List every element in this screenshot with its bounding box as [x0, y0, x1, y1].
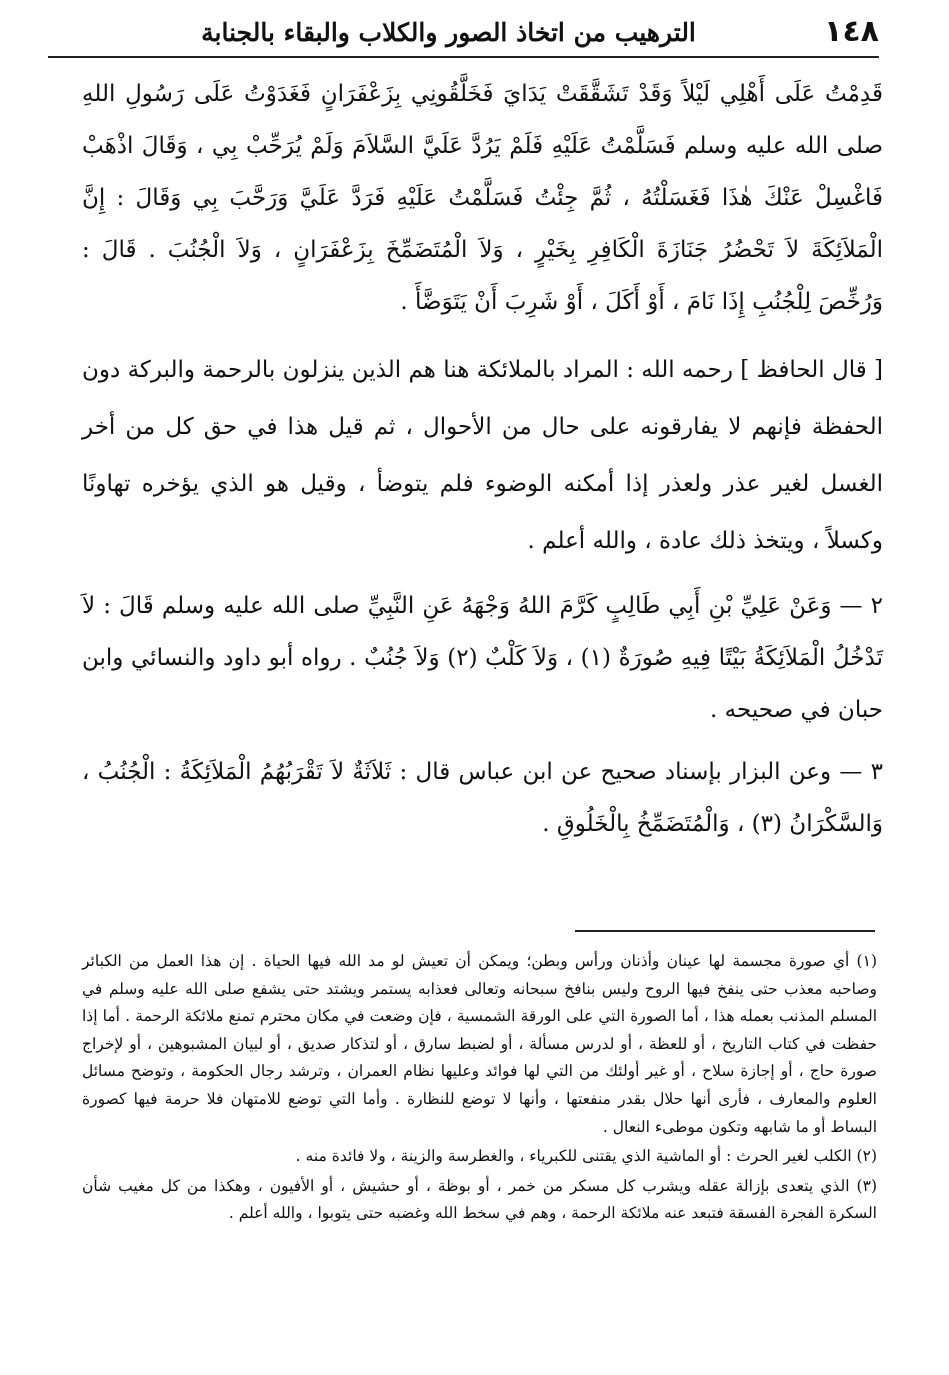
- page-number: ١٤٨: [824, 14, 879, 49]
- main-text: [82, 68, 883, 850]
- hadith-continuation: قَدِمْتُ عَلَى أَهْلِي لَيْلاً وَقَدْ تَشَقَّقَتْ يَدَايَ فَخَلَّقُونِي بِزَعْفَرَانٍ فَغَدَوْتُ عَلَى رَسُولِ اللهِ صلى الله عليه وسلم فَسَلَّمْتُ عَلَيْهِ فَلَمْ يَرُدَّ عَلَيَّ السَّلاَمَ وَلَمْ يُرَحِّبْ بِي ، وَقَالَ اذْهَبْ فَاغْسِلْ عَنْكَ هٰذَا فَغَسَلْتُهُ ، ثُمَّ جِئْتُ فَسَلَّمْتُ عَلَيْهِ فَرَدَّ عَلَيَّ وَرَحَّبَ بِي وَقَالَ : إِنَّ الْمَلاَئِكَةَ لاَ تَحْضُرُ جَنَازَةَ الْكَافِرِ بِخَيْرٍ ، وَلاَ الْمُتَضَمِّخَ بِزَعْفَرَانٍ ، وَلاَ الْجُنُبَ . قَالَ : وَرُخِّصَ لِلْجُنُبِ إِذَا نَامَ ، أَوْ أَكَلَ ، أَوْ شَرِبَ أَنْ يَتَوَضَّأَ .: [82, 81, 883, 315]
- hadith-2: ٢ — وَعَنْ عَلِيِّ بْنِ أَبِي طَالِبٍ كَرَّمَ اللهُ وَجْهَهُ عَنِ النَّبِيِّ صلى الله عليه وسلم قَالَ : لاَ تَدْخُلُ الْمَلاَئِكَةُ بَيْتًا فِيهِ صُورَةٌ (١) ، وَلاَ كَلْبٌ (٢) وَلاَ جُنُبٌ . رواه أبو داود والنسائي وابن حبان في صحيحه .: [82, 593, 884, 723]
- footnote-separator: [575, 930, 875, 932]
- hadith-3: ٣ — وعن البزار بإسناد صحيح عن ابن عباس قال : ثَلاَثَةٌ لاَ تَقْرَبُهُمُ الْمَلاَئِكَةُ : الْجُنُبُ ، وَالسَّكْرَانُ (٣) ، وَالْمُتَضَمِّخُ بِالْخَلُوقِ .: [82, 759, 883, 837]
- page-header: [48, 14, 879, 58]
- footnotes: [82, 948, 877, 1228]
- commentary-paragraph: [ قال الحافظ ] رحمه الله : المراد بالملائكة هنا هم الذين ينزلون بالرحمة والبركة دون الحفظة فإنهم لا يفارقونه على حال من الأحوال ، ثم قيل هذا في حق كل من أخر الغسل لغير عذر ولعذر إذا أمكنه الوضوء فلم يتوضأ ، وقيل هو الذي يؤخره تهاونًا وكسلاً ، ويتخذ ذلك عادة ، والله أعلم .: [82, 357, 883, 554]
- footnote-1: (١) أي صورة مجسمة لها عينان وأذنان ورأس وبطن؛ ويمكن أن تعيش لو مد الله فيها الحياة . إن هذا العمل من الكبائر وصاحبه معذب حتى ينفخ فيها الروح وليس بنافخ سبحانه وتعالى فعذابه يستمر ويشتد حتى يشفع صلى الله عليه وسلم في المسلم المذنب بعمله هذا ، أما الصورة التي على الورقة الشمسية ، فإن وضعت في مكان محترم تمنع ملائكة الرحمة . أما إذا حفظت في كتاب التاريخ ، أو للعظة ، أو لدرس مسألة ، أو لضبط سارق ، أو لتذكار صديق ، أو لبيان المشبوهين ، أو لإخراج صورة حاج ، أو إجازة سلاح ، أو غير أولئك من التي لها فوائد وعليها نظام العمران ، وترشد رجال الحكومة ، وتوضح مسائل العلوم والمعارف ، فأرى أنها حلال بقدر منفعتها ، وأنها لا توضع للنظارة . وأما التي توضع للامتهان فلا حرمة فيها كصورة البساط أو ما شابهه وتكون موطىء النعال .: [82, 952, 877, 1136]
- running-title: الترهيب من اتخاذ الصور والكلاب والبقاء بالجنابة: [201, 18, 696, 47]
- footnote-2: (٢) الكلب لغير الحرث : أو الماشية الذي يقتنى للكبرياء ، والغطرسة والزينة ، ولا فائدة منه .: [295, 1147, 877, 1166]
- footnote-3: (٣) الذي يتعدى بإزالة عقله ويشرب كل مسكر من خمر ، أو بوظة ، أو حشيش ، أو الأفيون ، وهكذا من كل مغيب شأن السكرة الفجرة الفسقة فتبعد عنه ملائكة الرحمة ، وهم في سخط الله وغضبه حتى يتوبوا ، والله أعلم .: [82, 1176, 877, 1223]
